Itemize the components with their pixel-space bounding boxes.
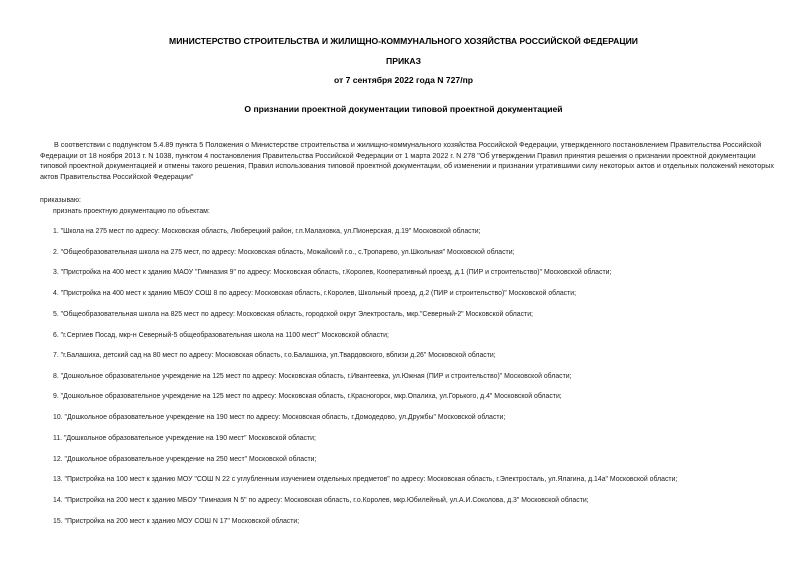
document-type: ПРИКАЗ [386,56,421,66]
list-item: 7. "г.Балашиха, детский сад на 80 мест по адресу: Московская область, г.о.Балашиха, ул.Твардовского, вблизи д.26" Московской области; [53,352,496,359]
document-title: О признании проектной документации типовой проектной документацией [244,104,563,114]
document-date-number: от 7 сентября 2022 года N 727/пр [333,75,474,85]
list-item: 11. "Дошкольное образовательное учреждение на 190 мест" Московской области; [53,435,316,442]
list-item: 2. "Общеобразовательная школа на 275 мест, по адресу: Московская область, Можайский г.о., с.Тропарево, ул.Школьная" Московской области; [53,249,515,256]
list-item: 3. "Пристройка на 400 мест к зданию МАОУ "Гимназия 9" по адресу: Московская область, г.Королев, Кооперативный проезд, д.1 (ПИР и строительство)" Московской области; [53,269,612,276]
list-item: 10. "Дошкольное образовательное учреждение на 190 мест по адресу: Московская область, г.Домодедово, ул.Дружбы" Московской области; [53,414,506,421]
recognize-text: признать проектную документацию по объектам: [53,208,210,215]
list-item: 1. "Школа на 275 мест по адресу: Московская область, Люберецкий район, г.п.Малаховка, ул.Пионерская, д.19" Московской области; [53,228,481,235]
list-item: 9. "Дошкольное образовательное учреждение на 125 мест по адресу: Московская область, г.Красногорск, мкр.Опалиха, ул.Горького, д.4" Московской области; [53,393,562,400]
list-item: 4. "Пристройка на 400 мест к зданию МБОУ СОШ 8 по адресу: Московская область, г.Королев, Школьный проезд, д.2 (ПИР и строительство)" Московской области; [53,290,577,297]
order-word: приказываю: [40,197,81,204]
list-item: 14. "Пристройка на 200 мест к зданию МБОУ "Гимназия N 5" по адресу: Московская область, г.о.Королев, мкр.Юбилейный, ул.А.И.Соколова, д.3" Московской области; [53,497,589,504]
list-item: 13. "Пристройка на 100 мест к зданию МОУ "СОШ N 22 с углубленным изучением отдельных предметов" по адресу: Московская область, г.Электросталь, ул.Ялагина, д.14а" Московской области; [53,476,678,483]
list-item: 8. "Дошкольное образовательное учреждение на 125 мест по адресу: Московская область, г.Ивантеевка, ул.Южная (ПИР и строительство)" Московской области; [53,373,572,380]
preamble-paragraph: В соответствии с подпунктом 5.4.89 пункта 5 Положения о Министерстве строительства и жилищно-коммунального хозяйства Российской Федерации, утвержденного постановлением Правительства Российской Федерации от 18 ноября 2013 г. N 1038, пунктом 4 постановления Правительства Российской Федерации от 1 марта 2022 г. N 278 "Об утверждении Правил принятия решения о признании проектной документации типовой проектной документацией и отмены такого решения, Правил использования типовой проектной документации, об изменении и признании утратившими силу некоторых актов и отдельных положений некоторых актов Правительства Российской Федерации" [40,140,774,181]
list-item: 5. "Общеобразовательная школа на 825 мест по адресу: Московская область, городской округ Электросталь, мкр."Северный-2" Московской области; [53,311,533,318]
list-item: 12. "Дошкольное образовательное учреждение на 250 мест" Московской области; [53,456,317,463]
list-item: 6. "г.Сергиев Посад, мкр-н Северный-5 общеобразовательная школа на 1100 мест" Московской области; [53,332,389,339]
list-item: 15. "Пристройка на 200 мест к зданию МОУ СОШ N 17" Московской области; [53,518,300,525]
ministry-heading: МИНИСТЕРСТВО СТРОИТЕЛЬСТВА И ЖИЛИЩНО-КОММУНАЛЬНОГО ХОЗЯЙСТВА РОССИЙСКОЙ ФЕДЕРАЦИИ [169,36,638,46]
